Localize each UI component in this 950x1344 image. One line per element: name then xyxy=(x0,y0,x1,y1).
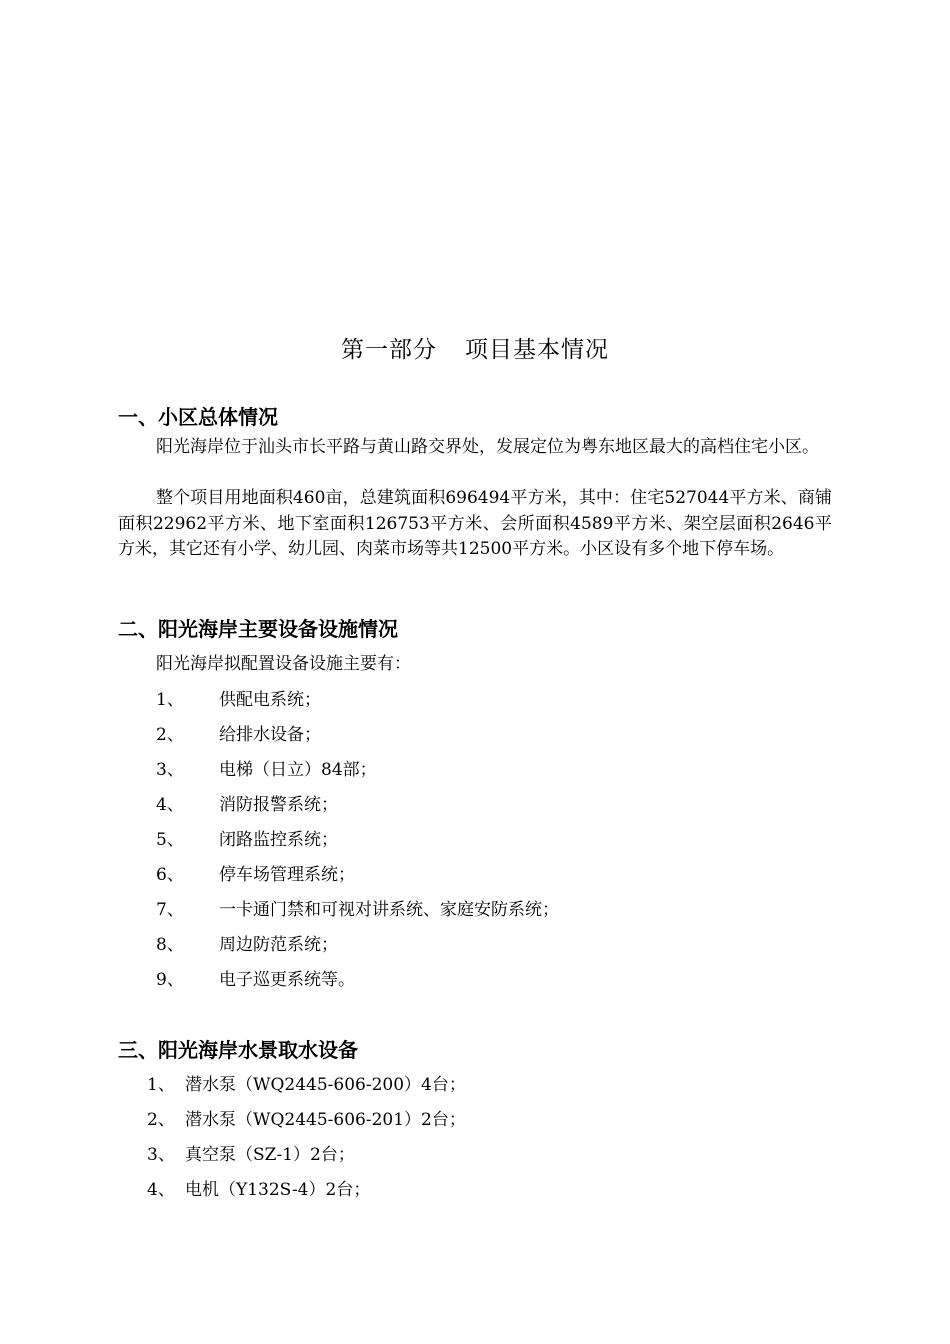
list-item-text: 一卡通门禁和可视对讲系统、家庭安防系统； xyxy=(219,900,559,920)
list-item xyxy=(147,1178,370,1202)
list-item-text: 供配电系统； xyxy=(219,690,321,710)
list-item-number: 4、 xyxy=(156,795,184,815)
list-item-text: 潜水泵（WQ2445-606-201）2台； xyxy=(185,1110,466,1130)
list-item-number: 4、 xyxy=(147,1180,175,1200)
list-item xyxy=(156,933,338,957)
list-item-number: 8、 xyxy=(156,935,184,955)
list-item xyxy=(156,828,338,852)
section1-paragraph-2: 整个项目用地面积460亩，总建筑面积696494平方米，其中：住宅527044平方米、商铺面积22962平方米、地下室面积126753平方米、会所面积4589平方米、架空层面积2646平方米，其它还有小学、幼儿园、肉菜市场等共12500平方米。小区设有多个地下停车场。 xyxy=(118,488,832,559)
list-item-text: 周边防范系统； xyxy=(219,935,338,955)
list-item xyxy=(156,898,559,922)
list-item-text: 电机（Y132S-4）2台； xyxy=(185,1180,371,1200)
list-item-text: 停车场管理系统； xyxy=(219,865,355,885)
part-label: 第一部分 xyxy=(341,337,437,363)
list-item xyxy=(147,1143,355,1167)
list-item xyxy=(156,793,338,817)
list-item xyxy=(147,1108,466,1132)
list-item-text: 真空泵（SZ-1）2台； xyxy=(185,1145,355,1165)
section1-paragraph-1: 阳光海岸位于汕头市长平路与黄山路交界处，发展定位为粤东地区最大的高档住宅小区。 xyxy=(156,437,819,457)
list-item-number: 9、 xyxy=(156,970,184,990)
section2-intro: 阳光海岸拟配置设备设施主要有： xyxy=(156,654,411,674)
list-item-number: 3、 xyxy=(147,1145,175,1165)
list-item-number: 2、 xyxy=(156,725,184,745)
list-item xyxy=(147,1073,466,1097)
list-item-text: 电子巡更系统等。 xyxy=(219,970,355,990)
section3-heading: 三、阳光海岸水景取水设备 xyxy=(118,1038,358,1062)
list-item-text: 消防报警系统； xyxy=(219,795,338,815)
page-title xyxy=(0,334,950,366)
list-item-text: 潜水泵（WQ2445-606-200）4台； xyxy=(185,1075,466,1095)
list-item-number: 2、 xyxy=(147,1110,175,1130)
list-item-number: 6、 xyxy=(156,865,184,885)
list-item-number: 1、 xyxy=(147,1075,175,1095)
list-item xyxy=(156,863,355,887)
list-item-text: 电梯（日立）84部； xyxy=(219,760,377,780)
list-item-number: 7、 xyxy=(156,900,184,920)
list-item-text: 给排水设备； xyxy=(219,725,321,745)
section1-heading: 一、小区总体情况 xyxy=(118,405,278,429)
list-item-number: 1、 xyxy=(156,690,184,710)
list-item-number: 3、 xyxy=(156,760,184,780)
section2-heading: 二、阳光海岸主要设备设施情况 xyxy=(118,617,398,641)
part-name: 项目基本情况 xyxy=(465,337,609,363)
list-item-number: 5、 xyxy=(156,830,184,850)
list-item xyxy=(156,758,377,782)
list-item-text: 闭路监控系统； xyxy=(219,830,338,850)
list-item xyxy=(156,968,355,992)
list-item xyxy=(156,688,321,712)
list-item xyxy=(156,723,321,747)
